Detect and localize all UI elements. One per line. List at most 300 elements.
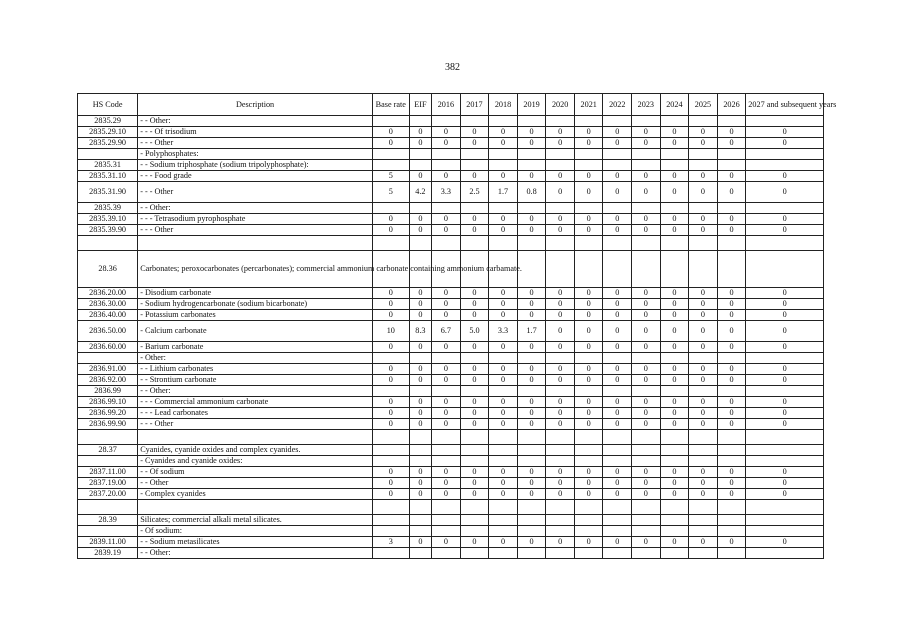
hs-code-cell — [78, 500, 138, 515]
rate-cell: 0 — [717, 342, 746, 353]
rate-cell: 0 — [717, 467, 746, 478]
column-header: HS Code — [78, 94, 138, 116]
rate-cell: 0 — [432, 138, 461, 149]
rate-cell: 0 — [489, 342, 518, 353]
description-cell: - - - Lead carbonates — [138, 408, 373, 419]
rate-cell: 0 — [460, 214, 489, 225]
description-cell — [138, 430, 373, 445]
rate-cell — [603, 445, 632, 456]
rate-cell: 0 — [546, 397, 575, 408]
rate-cell: 0 — [409, 364, 431, 375]
rate-cell: 0 — [460, 467, 489, 478]
rate-cell: 0 — [603, 397, 632, 408]
rate-cell: 0 — [517, 408, 546, 419]
rate-cell — [546, 251, 575, 288]
table-row — [78, 515, 824, 526]
rate-cell: 0 — [372, 288, 409, 299]
rate-cell: 0 — [689, 138, 718, 149]
table-row — [78, 467, 824, 478]
rate-cell: 0 — [603, 342, 632, 353]
rate-cell: 0 — [746, 397, 824, 408]
rate-cell: 0 — [660, 375, 689, 386]
column-header: 2026 — [717, 94, 746, 116]
hs-code-cell: 2835.39.90 — [78, 225, 138, 236]
description-cell: - Cyanides and cyanide oxides: — [138, 456, 373, 467]
rate-cell: 0 — [517, 537, 546, 548]
rate-cell — [372, 526, 409, 537]
rate-cell — [546, 353, 575, 364]
rate-cell — [460, 116, 489, 127]
table-row — [78, 478, 824, 489]
hs-code-cell: 2837.11.00 — [78, 467, 138, 478]
rate-cell: 0 — [460, 299, 489, 310]
hs-code-cell — [78, 430, 138, 445]
rate-cell: 0 — [717, 171, 746, 182]
rate-cell — [660, 203, 689, 214]
rate-cell: 0 — [372, 364, 409, 375]
rate-cell — [574, 251, 603, 288]
rate-cell: 0 — [632, 467, 661, 478]
table-row — [78, 171, 824, 182]
rate-cell — [409, 236, 431, 251]
rate-cell: 8.3 — [409, 321, 431, 342]
rate-cell — [460, 160, 489, 171]
tariff-schedule-table — [77, 93, 837, 559]
hs-code-cell: 2836.99.90 — [78, 419, 138, 430]
rate-cell — [574, 116, 603, 127]
rate-cell — [372, 160, 409, 171]
header-row — [78, 94, 824, 116]
rate-cell: 0 — [574, 467, 603, 478]
rate-cell: 0 — [372, 375, 409, 386]
hs-code-cell: 2837.20.00 — [78, 489, 138, 500]
rate-cell: 0 — [489, 288, 518, 299]
description-cell — [138, 500, 373, 515]
rate-cell: 1.7 — [517, 321, 546, 342]
rate-cell: 0 — [546, 408, 575, 419]
rate-cell — [660, 251, 689, 288]
rate-cell: 0 — [460, 478, 489, 489]
rate-cell — [409, 548, 431, 559]
column-header: 2019 — [517, 94, 546, 116]
rate-cell — [603, 386, 632, 397]
rate-cell: 0 — [460, 171, 489, 182]
rate-cell: 0 — [660, 537, 689, 548]
rate-cell — [546, 149, 575, 160]
description-cell: - Polyphosphates: — [138, 149, 373, 160]
rate-cell — [546, 430, 575, 445]
rate-cell: 0 — [409, 408, 431, 419]
rate-cell — [689, 515, 718, 526]
rate-cell — [717, 430, 746, 445]
rate-cell: 0 — [546, 214, 575, 225]
rate-cell: 5.0 — [460, 321, 489, 342]
rate-cell: 0 — [460, 489, 489, 500]
rate-cell: 0 — [746, 310, 824, 321]
rate-cell — [432, 456, 461, 467]
rate-cell — [632, 500, 661, 515]
rate-cell — [689, 353, 718, 364]
rate-cell: 0 — [717, 310, 746, 321]
rate-cell — [717, 515, 746, 526]
rate-cell: 0 — [546, 138, 575, 149]
rate-cell: 0 — [660, 478, 689, 489]
rate-cell: 0 — [632, 214, 661, 225]
rate-cell: 0 — [372, 225, 409, 236]
rate-cell — [409, 526, 431, 537]
rate-cell: 0 — [689, 299, 718, 310]
rate-cell: 3 — [372, 537, 409, 548]
rate-cell: 0 — [517, 489, 546, 500]
rate-cell — [372, 515, 409, 526]
rate-cell: 0 — [432, 408, 461, 419]
column-header: 2024 — [660, 94, 689, 116]
rate-cell: 0 — [517, 138, 546, 149]
rate-cell — [409, 203, 431, 214]
description-cell: - - - Food grade — [138, 171, 373, 182]
column-header: 2018 — [489, 94, 518, 116]
rate-cell — [546, 456, 575, 467]
rate-cell — [372, 116, 409, 127]
rate-cell — [432, 445, 461, 456]
rate-cell: 0 — [746, 225, 824, 236]
rate-cell — [409, 149, 431, 160]
rate-cell: 0 — [409, 127, 431, 138]
rate-cell: 0 — [746, 299, 824, 310]
rate-cell — [632, 430, 661, 445]
rate-cell: 0 — [432, 397, 461, 408]
rate-cell — [432, 430, 461, 445]
rate-cell: 0 — [660, 321, 689, 342]
rate-cell: 0 — [409, 310, 431, 321]
rate-cell — [372, 548, 409, 559]
rate-cell: 0 — [660, 419, 689, 430]
rate-cell — [660, 515, 689, 526]
rate-cell: 0 — [372, 478, 409, 489]
rate-cell: 0 — [603, 310, 632, 321]
rate-cell: 0 — [660, 288, 689, 299]
rate-cell: 1.7 — [489, 182, 518, 203]
rate-cell: 0 — [432, 342, 461, 353]
column-header: 2023 — [632, 94, 661, 116]
rate-cell: 0 — [489, 127, 518, 138]
rate-cell — [574, 353, 603, 364]
rate-cell — [372, 445, 409, 456]
rate-cell — [372, 353, 409, 364]
rate-cell: 0 — [689, 375, 718, 386]
rate-cell: 0 — [746, 214, 824, 225]
rate-cell: 0 — [517, 299, 546, 310]
rate-cell — [746, 160, 824, 171]
rate-cell — [660, 160, 689, 171]
rate-cell — [546, 386, 575, 397]
rate-cell — [632, 456, 661, 467]
rate-cell: 0 — [689, 478, 718, 489]
column-header: 2021 — [574, 94, 603, 116]
description-cell: - - Other — [138, 478, 373, 489]
rate-cell — [603, 251, 632, 288]
rate-cell — [489, 456, 518, 467]
rate-cell: 0 — [574, 478, 603, 489]
rate-cell: 0 — [603, 408, 632, 419]
rate-cell — [746, 353, 824, 364]
hs-code-cell: 28.37 — [78, 445, 138, 456]
rate-cell — [603, 456, 632, 467]
rate-cell — [372, 149, 409, 160]
rate-cell — [489, 116, 518, 127]
description-cell: - Other: — [138, 353, 373, 364]
rate-cell — [603, 149, 632, 160]
rate-cell — [517, 445, 546, 456]
description-cell: Cyanides, cyanide oxides and complex cyanides. — [138, 445, 373, 456]
rate-cell: 0 — [432, 299, 461, 310]
rate-cell: 0 — [603, 364, 632, 375]
description-cell: - - Strontium carbonate — [138, 375, 373, 386]
table-row — [78, 149, 824, 160]
rate-cell: 0 — [746, 537, 824, 548]
rate-cell: 0 — [409, 537, 431, 548]
rate-cell: 0 — [689, 467, 718, 478]
description-cell: - - Lithium carbonates — [138, 364, 373, 375]
rate-cell: 0 — [689, 408, 718, 419]
rate-cell — [632, 116, 661, 127]
rate-cell: 0 — [660, 342, 689, 353]
rate-cell: 0 — [717, 478, 746, 489]
rate-cell: 0 — [746, 419, 824, 430]
rate-cell: 0 — [409, 171, 431, 182]
rate-cell: 0 — [489, 408, 518, 419]
hs-code-cell — [78, 456, 138, 467]
rate-cell: 0 — [409, 299, 431, 310]
rate-cell — [603, 160, 632, 171]
rate-cell: 0 — [574, 537, 603, 548]
rate-cell — [717, 116, 746, 127]
rate-cell — [432, 116, 461, 127]
rate-cell: 0 — [574, 419, 603, 430]
rate-cell — [517, 430, 546, 445]
rate-cell: 0 — [660, 489, 689, 500]
rate-cell: 0 — [603, 214, 632, 225]
rate-cell — [574, 526, 603, 537]
rate-cell: 0 — [574, 182, 603, 203]
rate-cell — [517, 456, 546, 467]
description-cell: - - Other: — [138, 548, 373, 559]
rate-cell: 0 — [746, 138, 824, 149]
description-cell: - - - Other — [138, 182, 373, 203]
rate-cell: 0 — [660, 408, 689, 419]
hs-code-cell: 28.39 — [78, 515, 138, 526]
rate-cell: 0 — [660, 299, 689, 310]
rate-cell: 0 — [517, 288, 546, 299]
hs-code-cell: 2839.11.00 — [78, 537, 138, 548]
rate-cell: 0 — [489, 397, 518, 408]
rate-cell: 0 — [517, 342, 546, 353]
rate-cell: 0 — [689, 171, 718, 182]
rate-cell — [432, 236, 461, 251]
rate-cell — [689, 500, 718, 515]
rate-cell — [517, 500, 546, 515]
rate-cell — [460, 445, 489, 456]
rate-cell: 0 — [372, 138, 409, 149]
rate-cell — [517, 203, 546, 214]
hs-code-cell: 2835.29 — [78, 116, 138, 127]
rate-cell — [409, 160, 431, 171]
rate-cell — [489, 548, 518, 559]
rate-cell: 0 — [432, 225, 461, 236]
rate-cell — [409, 456, 431, 467]
hs-code-cell: 2836.20.00 — [78, 288, 138, 299]
rate-cell — [574, 160, 603, 171]
table-row — [78, 288, 824, 299]
rate-cell: 0 — [460, 138, 489, 149]
hs-code-cell: 2837.19.00 — [78, 478, 138, 489]
rate-cell — [372, 500, 409, 515]
rate-cell — [460, 386, 489, 397]
rate-cell — [517, 160, 546, 171]
table-row — [78, 419, 824, 430]
rate-cell: 0 — [460, 288, 489, 299]
hs-code-cell: 2839.19 — [78, 548, 138, 559]
rate-cell: 0 — [660, 214, 689, 225]
rate-cell — [660, 500, 689, 515]
rate-cell: 0 — [746, 171, 824, 182]
rate-cell: 0 — [660, 225, 689, 236]
rate-cell: 0 — [546, 364, 575, 375]
rate-cell — [574, 386, 603, 397]
rate-cell — [603, 116, 632, 127]
rate-cell — [489, 500, 518, 515]
rate-cell: 0 — [689, 342, 718, 353]
rate-cell: 0 — [372, 408, 409, 419]
rate-cell — [746, 548, 824, 559]
rate-cell: 0 — [632, 127, 661, 138]
table-row — [78, 182, 824, 203]
description-cell: - - - Of trisodium — [138, 127, 373, 138]
column-header: 2017 — [460, 94, 489, 116]
rate-cell — [632, 386, 661, 397]
rate-cell: 0 — [660, 364, 689, 375]
rate-cell: 0 — [717, 364, 746, 375]
rate-cell — [689, 548, 718, 559]
table-row — [78, 321, 824, 342]
description-cell: - Sodium hydrogencarbonate (sodium bicarbonate) — [138, 299, 373, 310]
rate-cell — [689, 445, 718, 456]
rate-cell: 0 — [717, 214, 746, 225]
rate-cell: 0 — [632, 342, 661, 353]
rate-cell: 0 — [689, 364, 718, 375]
rate-cell: 0 — [517, 467, 546, 478]
rate-cell: 0 — [372, 299, 409, 310]
rate-cell: 0 — [546, 537, 575, 548]
rate-cell — [546, 160, 575, 171]
table-row — [78, 251, 824, 288]
rate-cell — [460, 430, 489, 445]
description-cell: - Disodium carbonate — [138, 288, 373, 299]
rate-cell: 0 — [546, 127, 575, 138]
rate-cell — [574, 236, 603, 251]
rate-cell: 0 — [574, 171, 603, 182]
rate-cell: 0 — [603, 182, 632, 203]
rate-cell — [660, 445, 689, 456]
rate-cell: 0 — [603, 537, 632, 548]
table-row — [78, 138, 824, 149]
rate-cell: 0 — [460, 419, 489, 430]
rate-cell — [489, 386, 518, 397]
rate-cell: 0 — [746, 127, 824, 138]
description-cell: - - Other: — [138, 386, 373, 397]
rate-cell: 0 — [574, 138, 603, 149]
rate-cell: 0 — [409, 397, 431, 408]
rate-cell — [432, 353, 461, 364]
table-row — [78, 445, 824, 456]
rate-cell: 0 — [632, 299, 661, 310]
rate-cell — [546, 515, 575, 526]
rate-cell — [689, 116, 718, 127]
rate-cell — [717, 526, 746, 537]
rate-cell — [574, 500, 603, 515]
description-cell: - Of sodium: — [138, 526, 373, 537]
rate-cell: 0 — [603, 489, 632, 500]
rate-cell: 0 — [574, 214, 603, 225]
rate-cell — [546, 236, 575, 251]
description-cell: - - - Tetrasodium pyrophosphate — [138, 214, 373, 225]
rate-cell: 0 — [489, 214, 518, 225]
rate-cell: 0 — [432, 310, 461, 321]
rate-cell: 0 — [546, 375, 575, 386]
description-cell: - Barium carbonate — [138, 342, 373, 353]
rate-cell — [603, 500, 632, 515]
rate-cell: 0 — [432, 288, 461, 299]
rate-cell — [546, 116, 575, 127]
rate-cell: 5 — [372, 171, 409, 182]
rate-cell: 0 — [574, 299, 603, 310]
table-body — [78, 116, 824, 559]
rate-cell: 0 — [546, 478, 575, 489]
table-row — [78, 548, 824, 559]
rate-cell — [574, 548, 603, 559]
hs-code-cell: 2836.60.00 — [78, 342, 138, 353]
rate-cell: 0 — [746, 489, 824, 500]
table-row — [78, 127, 824, 138]
rate-cell: 0 — [689, 537, 718, 548]
rate-cell: 0 — [660, 397, 689, 408]
rate-cell: 0 — [603, 127, 632, 138]
rate-cell: 0 — [489, 375, 518, 386]
rate-cell: 0 — [460, 408, 489, 419]
rate-cell — [372, 430, 409, 445]
rate-cell: 0 — [489, 419, 518, 430]
column-header: Base rate — [372, 94, 409, 116]
rate-cell — [409, 116, 431, 127]
table-row — [78, 430, 824, 445]
hs-code-cell: 28.36 — [78, 251, 138, 288]
rate-cell: 0 — [717, 225, 746, 236]
rate-cell — [717, 386, 746, 397]
rate-cell: 0 — [660, 310, 689, 321]
rate-cell: 0 — [409, 138, 431, 149]
rate-cell — [517, 353, 546, 364]
rate-cell: 0 — [717, 321, 746, 342]
table-row — [78, 375, 824, 386]
rate-cell: 0 — [489, 478, 518, 489]
rate-cell: 0 — [460, 342, 489, 353]
table-row — [78, 225, 824, 236]
rate-cell: 0 — [460, 364, 489, 375]
rate-cell — [632, 526, 661, 537]
rate-cell — [409, 386, 431, 397]
rate-cell — [717, 160, 746, 171]
rate-cell: 0 — [746, 288, 824, 299]
